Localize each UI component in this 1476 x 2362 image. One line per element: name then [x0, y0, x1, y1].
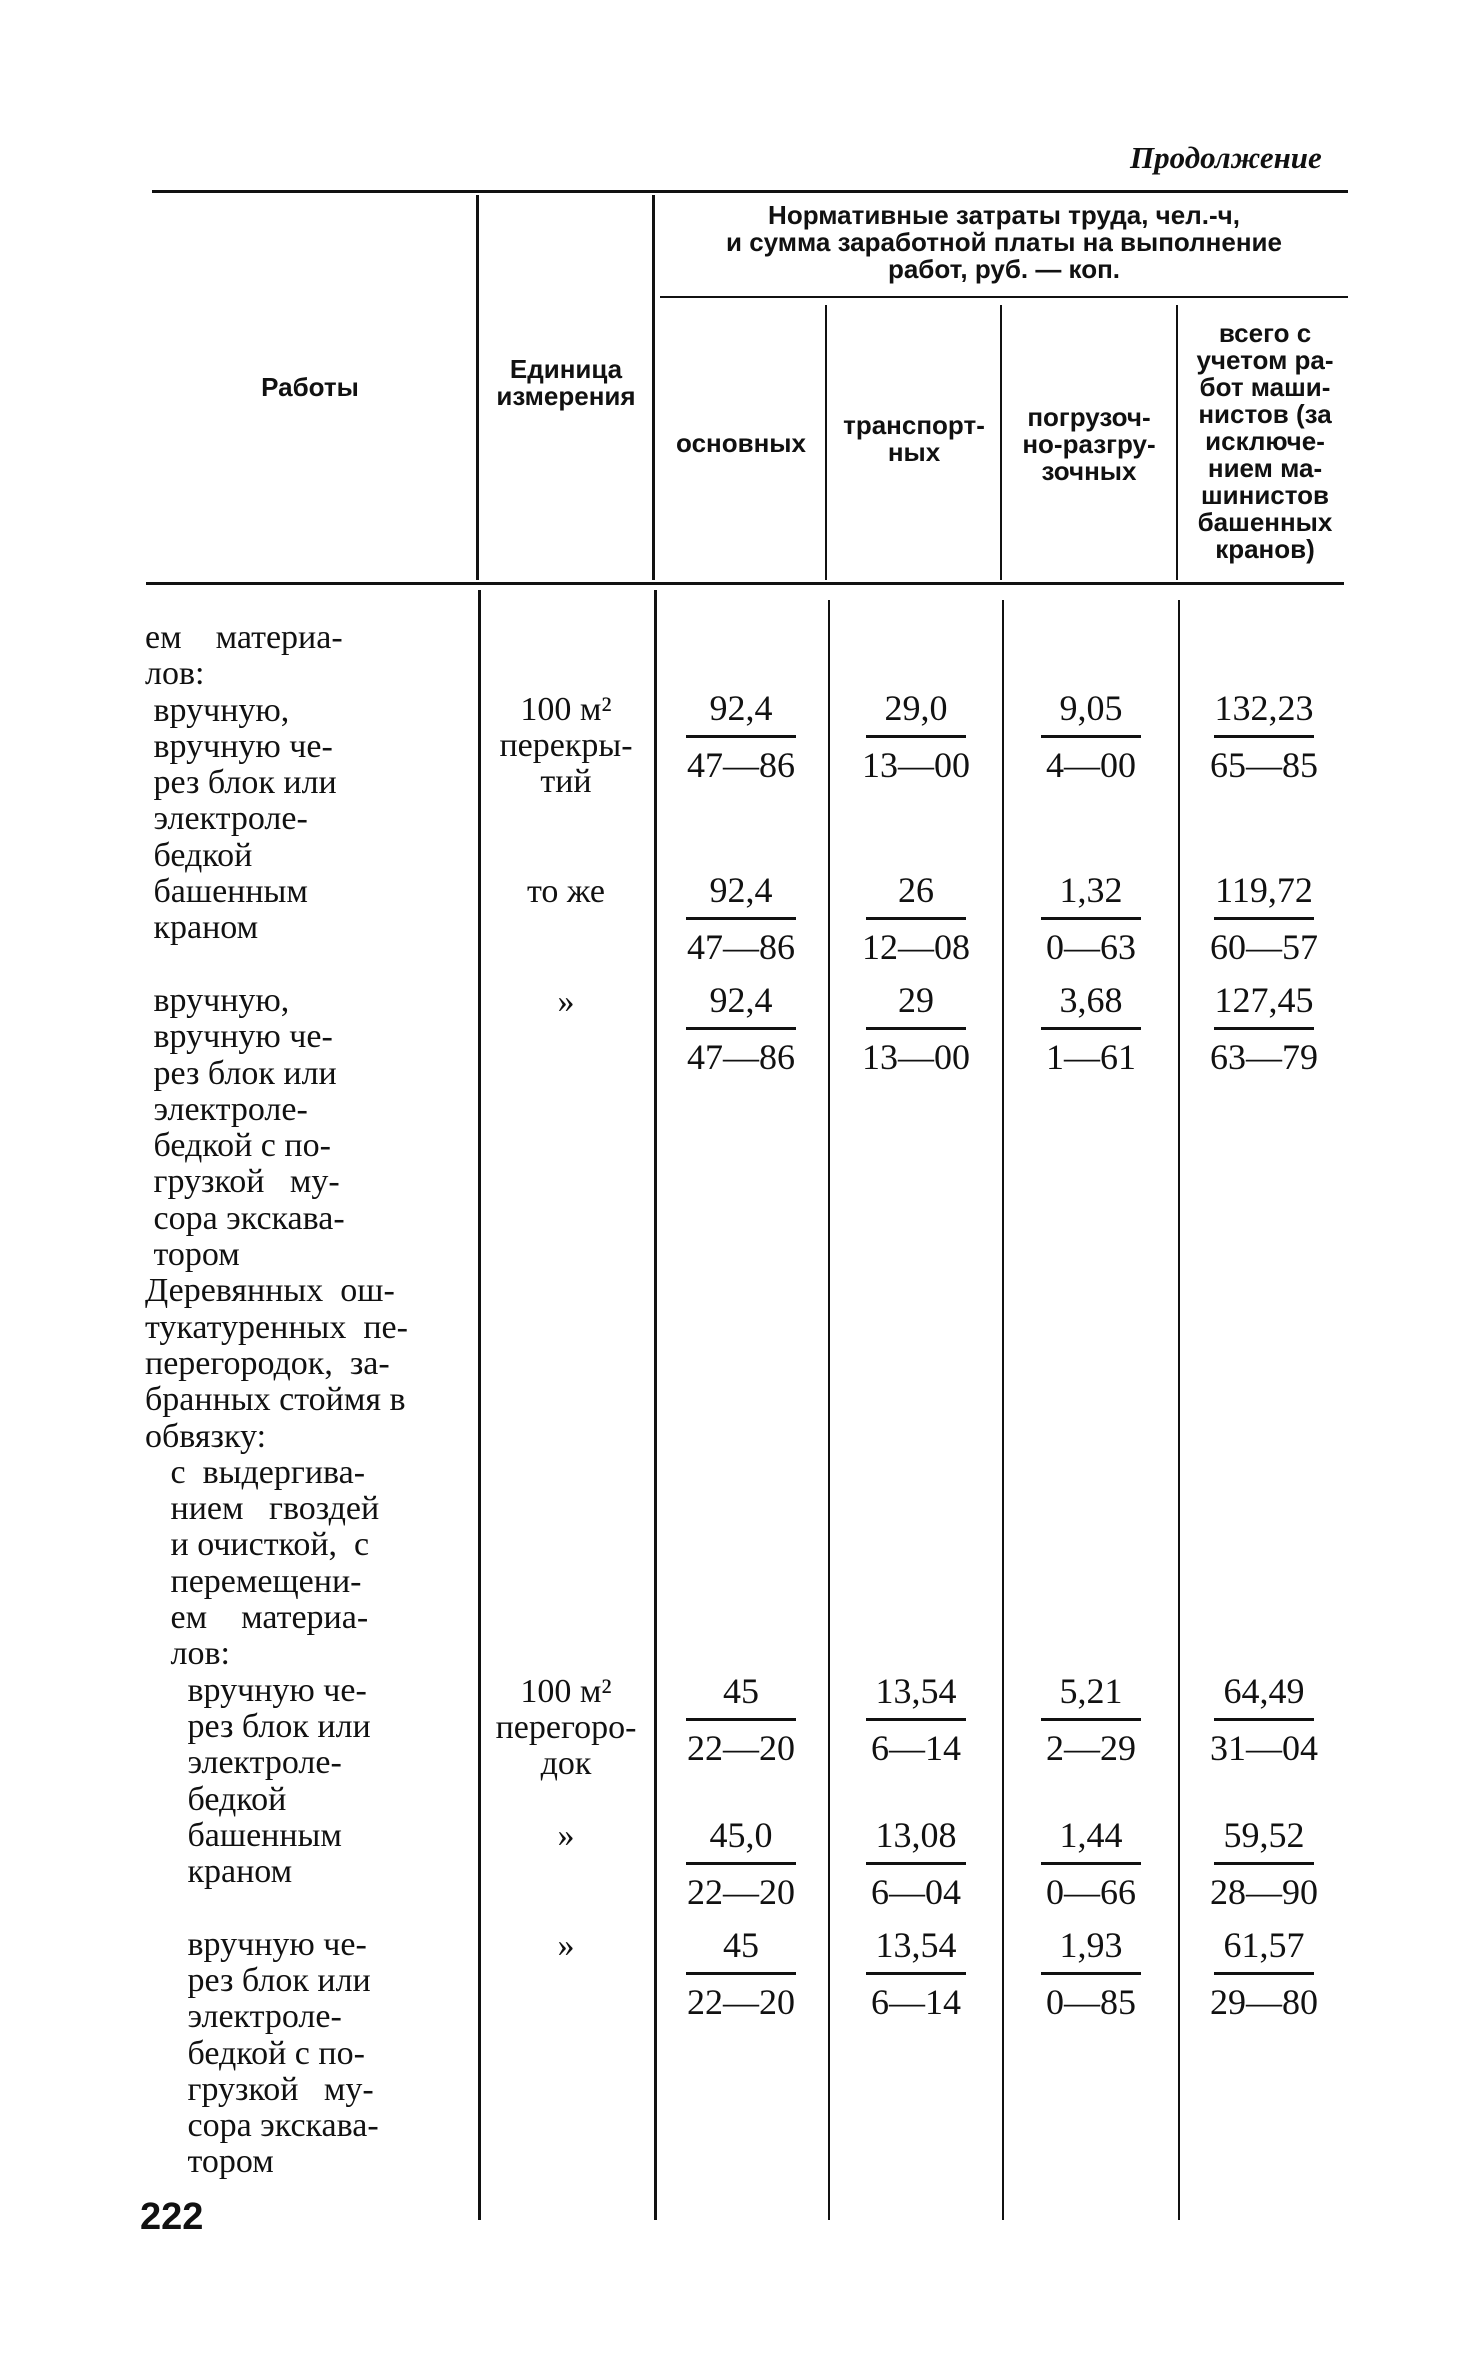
- wage-value: 47—86: [687, 927, 795, 967]
- value-cell-total: [1180, 1922, 1348, 2029]
- works-line: сора экскава-: [145, 2107, 379, 2145]
- wage-value: 13—00: [862, 1037, 970, 1077]
- works-line: башенным: [145, 873, 308, 911]
- value-cell-main: [657, 1812, 825, 1919]
- works-line: электроле-: [145, 1090, 308, 1128]
- value-cell-loading: [1004, 1668, 1178, 1775]
- labor-value: 26: [898, 870, 934, 910]
- wage-value: 0—66: [1046, 1872, 1136, 1912]
- works-line: электроле-: [145, 800, 308, 838]
- labor-value: 119,72: [1215, 870, 1313, 910]
- works-line: обвязку:: [145, 1417, 267, 1455]
- works-line: сора экскава-: [145, 1199, 345, 1237]
- works-line: [145, 1890, 475, 1926]
- labor-value: 9,05: [1059, 688, 1123, 728]
- unit-row-6: »: [557, 1927, 575, 1964]
- page-number: 222: [140, 2196, 204, 2238]
- works-line: бедкой: [145, 836, 253, 874]
- works-line: перемещени-: [145, 1562, 362, 1600]
- value-cell-transport: [830, 685, 1002, 792]
- works-line: ем материа-: [145, 619, 343, 656]
- value-cell-main: [657, 977, 825, 1084]
- labor-value: 29: [898, 980, 934, 1020]
- value-cell-main: [657, 685, 825, 792]
- works-line: грузкой му-: [145, 2070, 374, 2108]
- works-line: с выдергива-: [145, 1453, 366, 1491]
- value-cell-loading: [1004, 867, 1178, 974]
- works-line: вручную че-: [145, 1925, 367, 1963]
- value-cell-total: [1180, 685, 1348, 792]
- works-line: вручную че-: [145, 727, 333, 765]
- labor-value: 64,49: [1223, 1671, 1305, 1711]
- value-cell-main: [657, 1922, 825, 2029]
- works-line: бедкой с по-: [145, 1127, 331, 1165]
- works-line: лов:: [145, 655, 205, 693]
- value-cell-transport: [830, 1922, 1002, 2029]
- wage-value: 22—20: [687, 1872, 795, 1912]
- value-cell-main: [657, 867, 825, 974]
- wage-value: 60—57: [1210, 927, 1318, 967]
- header-col-loading: погрузоч- но-разгру- зочных: [1022, 402, 1156, 486]
- labor-value: 92,4: [709, 688, 773, 728]
- header-col-total: всего с учетом ра- бот маши- нистов (за исключе- нием ма- шинистов башенных кранов): [1196, 318, 1334, 564]
- value-cell-total: [1180, 977, 1348, 1084]
- wage-value: 65—85: [1210, 745, 1318, 785]
- norms-header-rule: [660, 296, 1348, 298]
- works-line: [145, 947, 475, 983]
- labor-value: 13,08: [875, 1815, 957, 1855]
- labor-value: 45: [723, 1671, 759, 1711]
- labor-value: 13,54: [875, 1925, 957, 1965]
- wage-value: 6—14: [871, 1982, 961, 2022]
- wage-value: 22—20: [687, 1728, 795, 1768]
- works-line: электроле-: [145, 1998, 342, 2036]
- works-line: бедкой с по-: [145, 2034, 365, 2072]
- value-cell-transport: [830, 1668, 1002, 1775]
- works-line: рез блок или: [145, 1707, 371, 1745]
- value-cell-transport: [830, 977, 1002, 1084]
- works-line: краном: [145, 909, 259, 947]
- wage-value: 47—86: [687, 1037, 795, 1077]
- value-cell-total: [1180, 1812, 1348, 1919]
- labor-value: 132,23: [1214, 688, 1314, 728]
- works-line: вручную че-: [145, 1671, 367, 1709]
- wage-value: 0—63: [1046, 927, 1136, 967]
- labor-value: 127,45: [1214, 980, 1314, 1020]
- unit-row-1: 100 м² перекры- тий: [499, 691, 633, 800]
- works-line: рез блок или: [145, 1961, 371, 1999]
- value-cell-loading: [1004, 1922, 1178, 2029]
- col-rule-unit-body: [478, 590, 481, 2220]
- wage-value: 29—80: [1210, 1982, 1318, 2022]
- value-cell-total: [1180, 867, 1348, 974]
- works-line: перегородок, за-: [145, 1344, 390, 1382]
- works-line: рез блок или: [145, 764, 337, 802]
- wage-value: 12—08: [862, 927, 970, 967]
- works-line: грузкой му-: [145, 1163, 340, 1201]
- works-line: электроле-: [145, 1744, 342, 1782]
- works-line: башенным: [145, 1816, 342, 1854]
- unit-row-3: »: [557, 983, 575, 1020]
- works-line: бранных стоймя в: [145, 1381, 406, 1419]
- header-bottom-rule: [146, 582, 1344, 585]
- works-line: и очисткой, с: [145, 1526, 370, 1564]
- works-line: лов:: [145, 1635, 230, 1673]
- wage-value: 6—04: [871, 1872, 961, 1912]
- labor-value: 45: [723, 1925, 759, 1965]
- labor-value: 59,52: [1223, 1815, 1305, 1855]
- value-cell-total: [1180, 1668, 1348, 1775]
- labor-value: 13,54: [875, 1671, 957, 1711]
- continuation-label: Продолжение: [1130, 140, 1322, 175]
- value-cell-loading: [1004, 977, 1178, 1084]
- header-norms: Нормативные затраты труда, чел.-ч, и сумма заработной платы на выполнение работ, руб. — коп.: [726, 200, 1282, 284]
- table-top-rule: [152, 190, 1348, 193]
- labor-value: 92,4: [709, 870, 773, 910]
- header-unit: Единица измерения: [496, 354, 636, 411]
- wage-value: 31—04: [1210, 1728, 1318, 1768]
- col-rule-total-header: [1176, 305, 1178, 580]
- value-cell-loading: [1004, 685, 1178, 792]
- wage-value: 6—14: [871, 1728, 961, 1768]
- labor-value: 29,0: [884, 688, 948, 728]
- labor-value: 1,32: [1059, 870, 1123, 910]
- works-line: ем материа-: [145, 1599, 369, 1637]
- labor-value: 1,93: [1059, 1925, 1123, 1965]
- works-line: нием гвоздей: [145, 1490, 380, 1528]
- labor-value: 45,0: [709, 1815, 773, 1855]
- works-line: вручную,: [145, 691, 290, 729]
- header-works: Работы: [261, 372, 359, 402]
- wage-value: 47—86: [687, 745, 795, 785]
- unit-row-2: то же: [526, 873, 606, 910]
- value-cell-main: [657, 1668, 825, 1775]
- works-line: краном: [145, 1853, 293, 1891]
- value-cell-transport: [830, 1812, 1002, 1919]
- value-cell-loading: [1004, 1812, 1178, 1919]
- works-line: Деревянных ош-: [145, 1272, 395, 1310]
- labor-value: 92,4: [709, 980, 773, 1020]
- works-line: вручную че-: [145, 1018, 333, 1056]
- unit-row-4: 100 м² перегоро- док: [495, 1673, 637, 1782]
- wage-value: 22—20: [687, 1982, 795, 2022]
- wage-value: 0—85: [1046, 1982, 1136, 2022]
- header-col-transport: транспорт- ных: [843, 410, 985, 467]
- works-line: вручную,: [145, 981, 290, 1019]
- works-column: [145, 620, 475, 2181]
- works-line: тором: [145, 1236, 240, 1274]
- works-line: тукатуренных пе-: [145, 1308, 408, 1346]
- wage-value: 13—00: [862, 745, 970, 785]
- wage-value: 1—61: [1046, 1037, 1136, 1077]
- unit-row-5: »: [557, 1817, 575, 1854]
- labor-value: 61,57: [1223, 1925, 1305, 1965]
- labor-value: 1,44: [1059, 1815, 1123, 1855]
- value-cell-transport: [830, 867, 1002, 974]
- wage-value: 28—90: [1210, 1872, 1318, 1912]
- works-line: тором: [145, 2143, 274, 2181]
- labor-value: 5,21: [1059, 1671, 1123, 1711]
- wage-value: 2—29: [1046, 1728, 1136, 1768]
- header-col-main: основных: [676, 428, 806, 458]
- wage-value: 63—79: [1210, 1037, 1318, 1077]
- works-line: рез блок или: [145, 1054, 337, 1092]
- labor-value: 3,68: [1059, 980, 1123, 1020]
- wage-value: 4—00: [1046, 745, 1136, 785]
- works-line: бедкой: [145, 1780, 287, 1818]
